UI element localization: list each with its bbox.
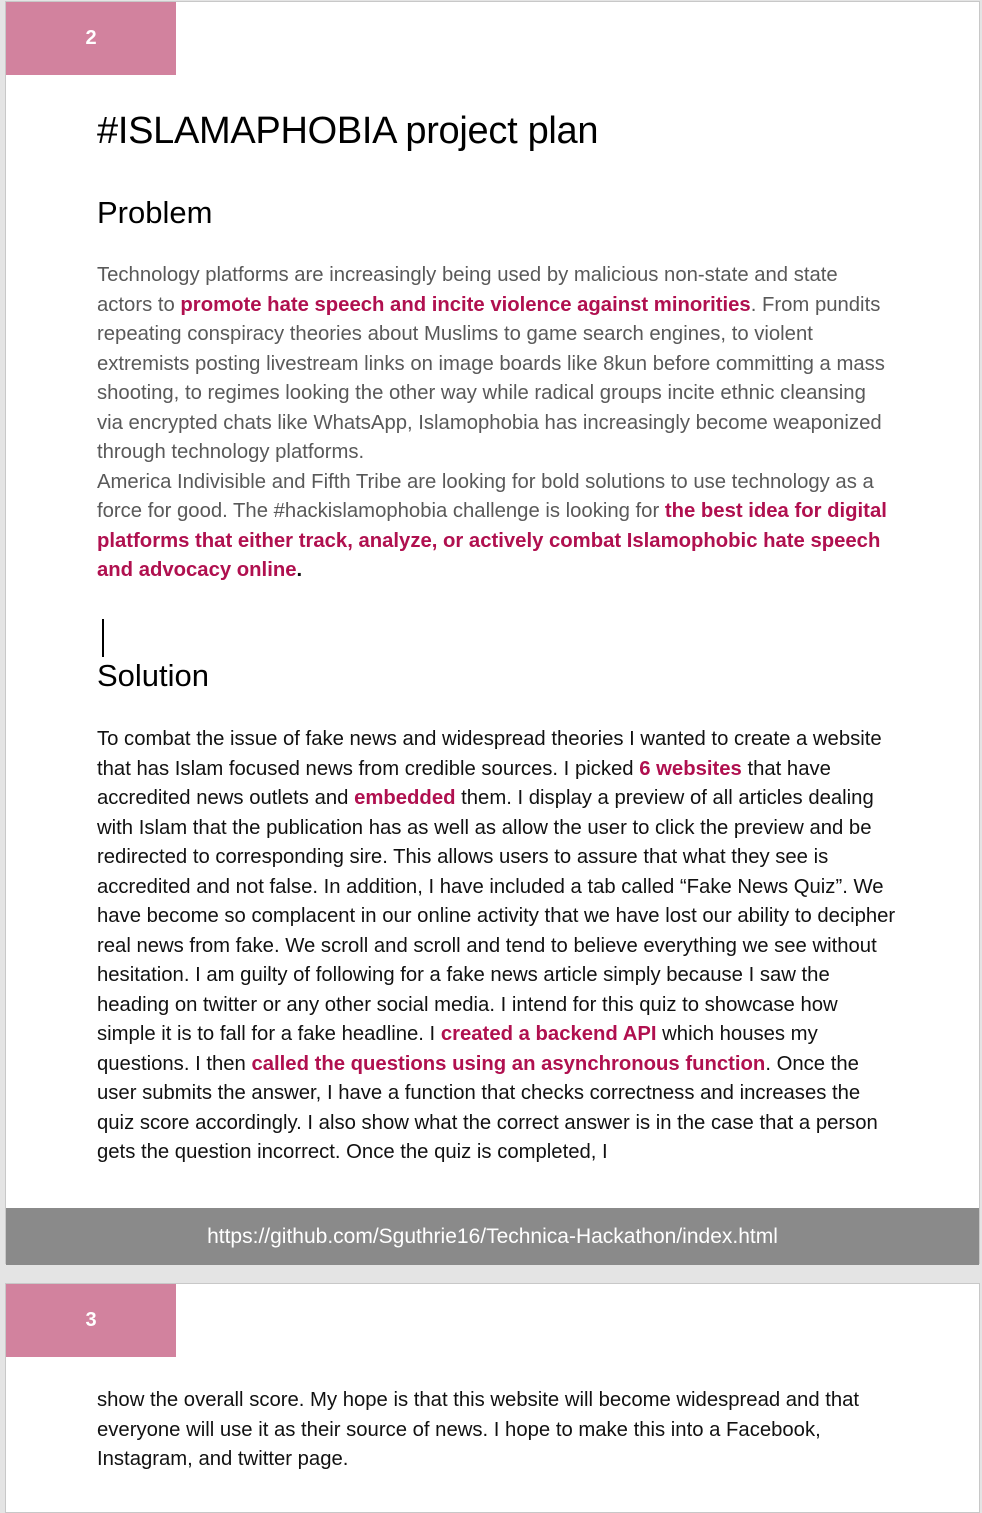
problem-paragraph-2 [97, 468, 897, 586]
footer-link-bar[interactable] [6, 1208, 979, 1265]
highlighted-text: 6 websites [639, 757, 742, 780]
problem-body [97, 261, 897, 586]
page-number-tab [6, 2, 176, 75]
problem-paragraph-1 [97, 261, 897, 468]
solution-body [97, 725, 897, 1168]
page-number: 2 [85, 27, 97, 49]
body-text: America Indivisible and Fifth Tribe are looking for bold solutions to use technology as a force for good. The #hackislamophobia challenge is looking for [97, 470, 874, 522]
page-number: 3 [85, 1309, 97, 1331]
highlighted-text: promote hate speech and incite violence against minorities [180, 293, 751, 316]
body-text: To combat the issue of fake news and widespread theories I wanted to create a website that has Islam focused news from credible sources. I picked [97, 728, 882, 780]
text-cursor [102, 619, 104, 657]
solution-paragraph [97, 725, 897, 1168]
body-text: which houses my questions. I then [97, 1023, 818, 1075]
highlighted-text: called the questions using an asynchronous function [251, 1052, 766, 1075]
bold-text: . [296, 559, 303, 581]
highlighted-text: the best idea for digital platforms that either track, analyze, or actively combat Islamophobic hate speech and advocacy online [97, 500, 887, 581]
continuation-paragraph: show the overall score. My hope is that this website will become widespread and that everyone will use it as their source of news. I hope to make this into a Facebook, Instagram, and twitter page. [97, 1389, 860, 1470]
solution-heading: Solution [97, 658, 210, 693]
page-number-tab [6, 1284, 176, 1357]
body-text: . From pundits repeating conspiracy theories about Muslims to game search engines, to violent extremists posting livestream links on image boards like 8kun before committing a mass shooting, to regimes looking the other way while radical groups incite ethnic cleansing via encrypted chats like WhatsApp, Islamophobia has increasingly become weaponized through technology platforms. [97, 293, 885, 463]
body-text: that have accredited news outlets and [97, 757, 831, 809]
problem-heading: Problem [97, 195, 213, 230]
highlighted-text: created a backend API [440, 1023, 657, 1045]
page-2 [5, 1, 980, 1264]
continuation-body [97, 1386, 897, 1475]
highlighted-text: embedded [354, 787, 456, 809]
document-title: #ISLAMAPHOBIA project plan [97, 110, 599, 152]
github-link[interactable]: https://github.com/Sguthrie16/Technica-Hackathon/index.html [207, 1224, 778, 1248]
page-3 [5, 1283, 980, 1513]
body-text: them. I display a preview of all articles dealing with Islam that the publication has as well as allow the user to click the preview and be redirected to corresponding sire. This allows users to assure that what they see is accredited and not false. In addition, I have included a tab called “Fake News Quiz”. We have become so complacent in our online activity that we have lost our ability to decipher real news from fake. We scroll and scroll and tend to believe everything we see without hesitation. I am guilty of following for a fake news article simply because I saw the heading on twitter or any other social media. I intend for this quiz to showcase how simple it is to fall for a fake headline. I [97, 787, 896, 1045]
body-text: Technology platforms are increasingly being used by malicious non-state and state actors to [97, 264, 838, 316]
body-text: . Once the user submits the answer, I have a function that checks correctness and increases the quiz score accordingly. I also show what the correct answer is in the case that a person gets the question incorrect. Once the quiz is completed, I [97, 1052, 878, 1163]
